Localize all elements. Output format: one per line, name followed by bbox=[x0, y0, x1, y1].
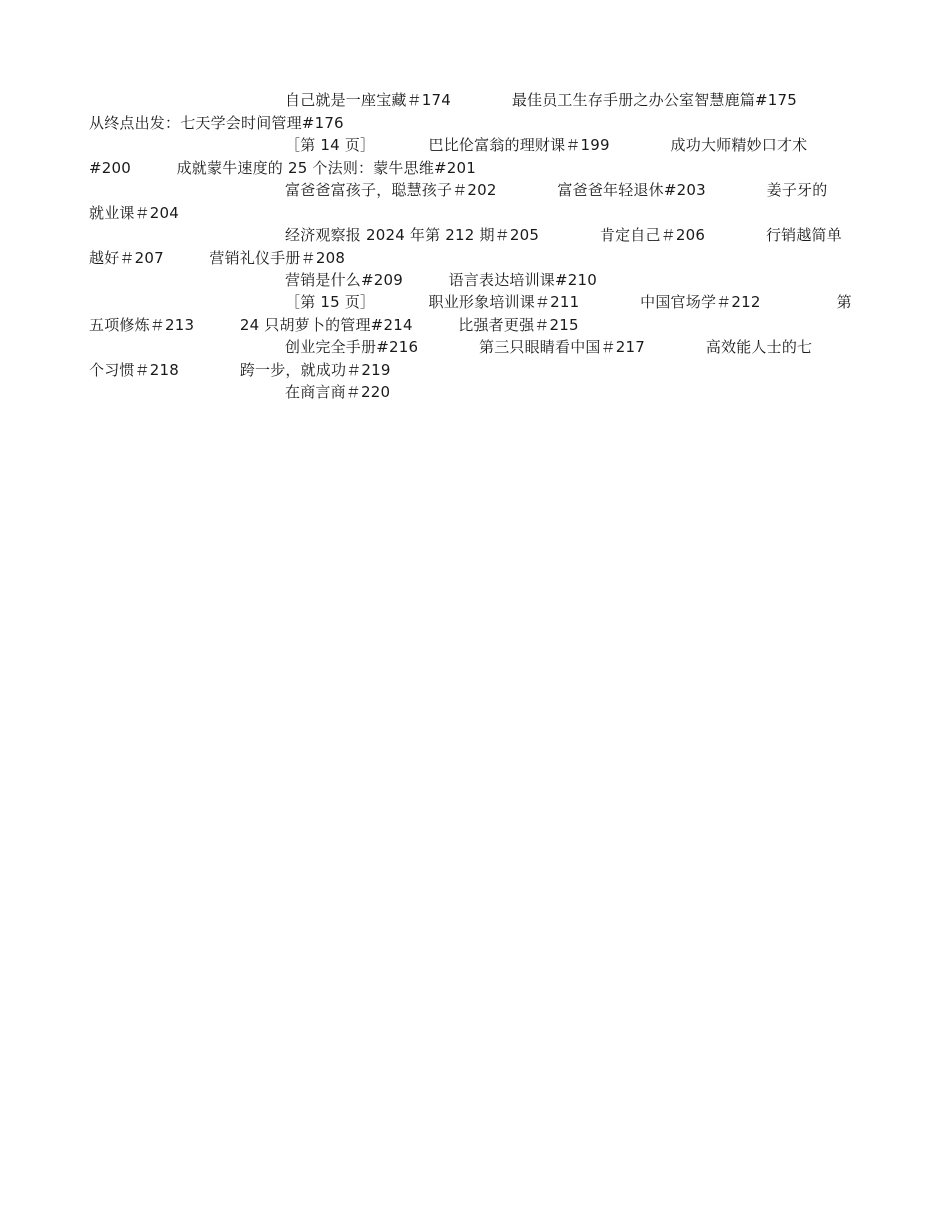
text-line: 就业课＃204 bbox=[89, 204, 180, 222]
text-line: 从终点出发：七天学会时间管理#176 bbox=[89, 114, 344, 132]
text-line: 经济观察报 2024 年第 212 期＃205 肯定自己＃206 行销越简单 bbox=[285, 226, 842, 244]
text-line: ［第 15 页］ 职业形象培训课＃211 中国官场学＃212 第 bbox=[285, 293, 852, 311]
text-line: 在商言商＃220 bbox=[285, 383, 391, 401]
text-line: ［第 14 页］ 巴比伦富翁的理财课＃199 成功大师精妙口才术 bbox=[285, 136, 808, 154]
text-line: 创业完全手册#216 第三只眼睛看中国＃217 高效能人士的七 bbox=[285, 338, 813, 356]
text-line: 富爸爸富孩子，聪慧孩子＃202 富爸爸年轻退休#203 姜子牙的 bbox=[285, 181, 828, 199]
text-line: 个习惯＃218 跨一步，就成功＃219 bbox=[89, 361, 391, 379]
text-line: 越好＃207 营销礼仪手册＃208 bbox=[89, 249, 346, 267]
text-line: 营销是什么#209 语言表达培训课#210 bbox=[285, 271, 597, 289]
text-line: 自己就是一座宝藏＃174 最佳员工生存手册之办公室智慧鹿篇#175 bbox=[285, 91, 798, 109]
text-line: 五项修炼＃213 24 只胡萝卜的管理#214 比强者更强＃215 bbox=[89, 316, 579, 334]
text-line: #200 成就蒙牛速度的 25 个法则：蒙牛思维#201 bbox=[89, 159, 477, 177]
